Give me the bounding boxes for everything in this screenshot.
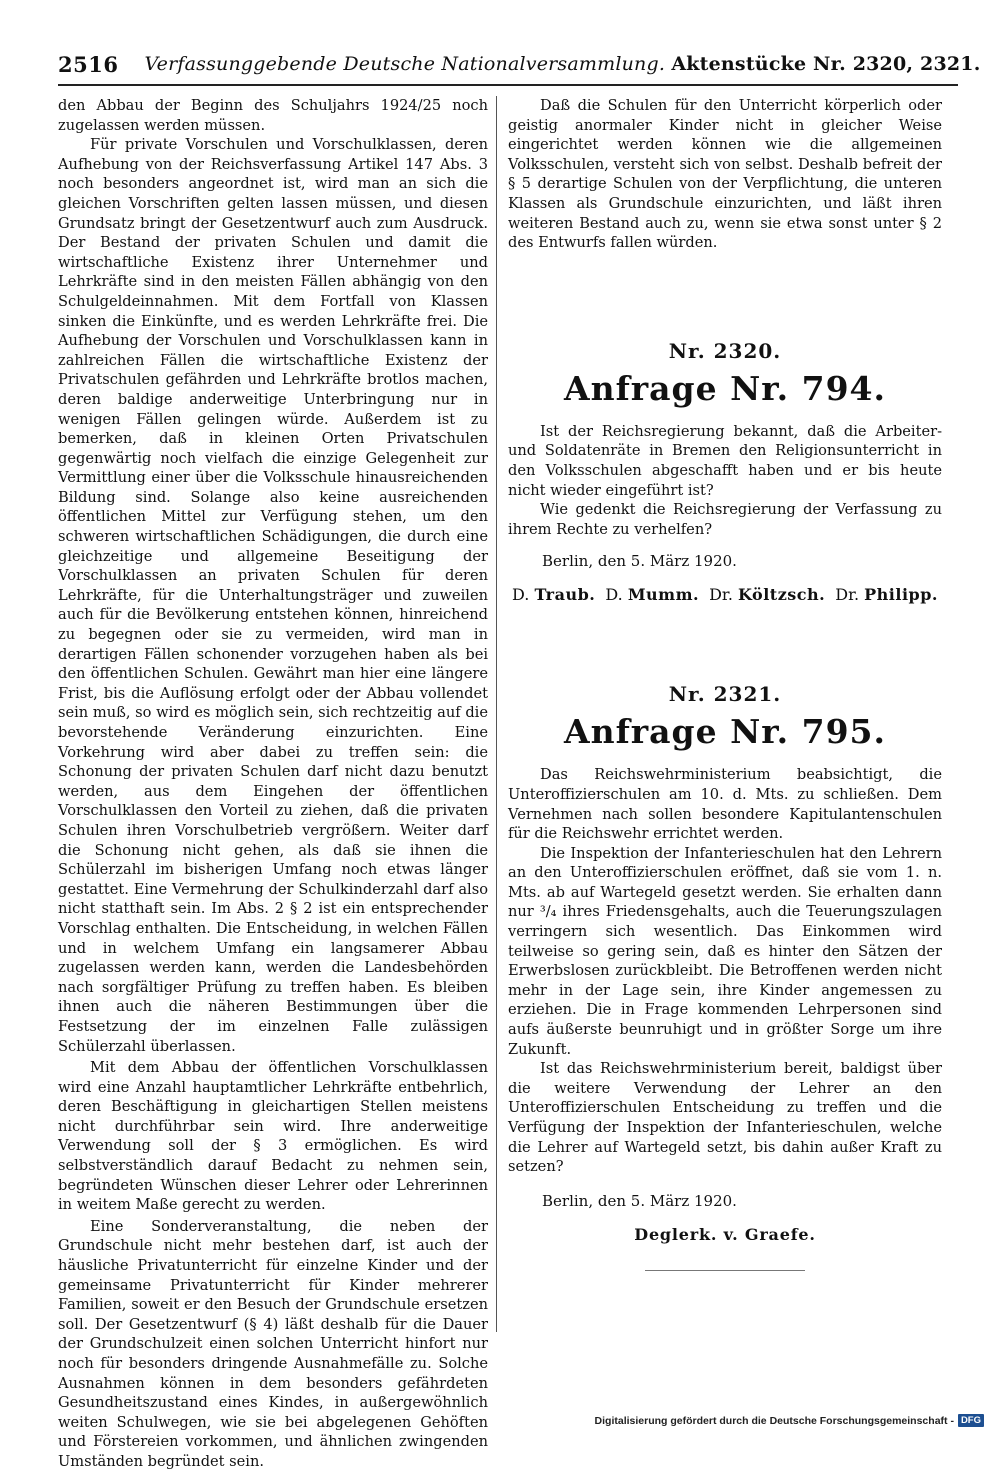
- right-intro-paragraph: Daß die Schulen für den Unterricht körperlich oder geistig anormaler Kinder nicht in gleicher Weise eingerichtet werden können wie die allgemeinen Volksschulen, versteht sich von selbst. Deshalb befreit der § 5 derartige Schulen von der Verpflichtung, die unteren Klassen als Grundschule einzurichten, und läßt ihren weiteren Bestand auch zu, wenn sie etwa sonst unter § 2 des Entwurfs fallen würden.: [508, 97, 942, 252]
- closing-rule: [645, 1270, 805, 1271]
- page-number: 2516: [58, 51, 119, 77]
- running-title-text: Verfassunggebende Deutsche Nationalversammlung.: [144, 53, 666, 75]
- document-reference: Aktenstücke Nr. 2320, 2321.: [671, 53, 981, 75]
- signature-mumm: D. Mumm.: [605, 585, 700, 605]
- doc-2321-dateline: Berlin, den 5. März 1920.: [542, 1191, 737, 1210]
- running-title: [144, 53, 980, 75]
- doc-2320-dateline: Berlin, den 5. März 1920.: [542, 552, 737, 571]
- doc-2321-paragraph-3: Ist das Reichswehrministerium bereit, baldigst über die weitere Verwendung der Lehrer an den Unteroffizierschulen Entscheidung zu treffen und die Verfügung der Inspektion der Infanterieschulen, welche die Lehrer auf Wartegeld setzt, bis dahin außer Kraft zu setzen?: [508, 1060, 942, 1176]
- left-paragraph-3: Mit dem Abbau der öffentlichen Vorschulklassen wird eine Anzahl hauptamtlicher Lehrkräfte entbehrlich, deren Beschäftigung in gleichartigen Stellen meistens nicht durchführbar sein wird. Ihre anderweitige Verwendung soll der § 3 ermöglichen. Es wird selbstverständlich darauf Bedacht zu nehmen sein, begründeten Wünschen dieser Lehrer oder Lehrerinnen in weitem Maße gerecht zu werden.: [58, 1059, 488, 1214]
- document-2320: [508, 339, 942, 605]
- signature-traub: D. Traub.: [512, 585, 596, 605]
- left-paragraph-1: den Abbau der Beginn des Schuljahrs 1924/25 noch zugelassen werden müssen.: [58, 97, 488, 134]
- page-header: [58, 44, 981, 86]
- doc-2320-paragraph-2: Wie gedenkt die Reichsregierung der Verfassung zu ihrem Rechte zu verhelfen?: [508, 501, 942, 538]
- doc-2321-signature: Deglerk. v. Graefe.: [634, 1224, 816, 1244]
- doc-2320-paragraph-1: Ist der Reichsregierung bekannt, daß die Arbeiter- und Soldatenräte in Bremen den Religionsunterricht in den Volksschulen abgeschafft haben und er bis heute nicht wieder eingeführt ist?: [508, 422, 942, 499]
- doc-2321-number: Nr. 2321.: [668, 682, 782, 707]
- signature-koeltzsch: Dr. Költzsch.: [709, 585, 826, 605]
- digitization-footer: [595, 1414, 984, 1427]
- doc-2321-paragraph-1: Das Reichswehrministerium beabsichtigt, die Unteroffizierschulen am 10. d. Mts. zu schließen. Dem Vernehmen nach sollen besondere Kapitulantenschulen für die Reichswehr errichtet werden.: [508, 766, 942, 843]
- left-column: [58, 96, 488, 1472]
- footer-text: Digitalisierung gefördert durch die Deutsche Forschungsgemeinschaft -: [594, 1414, 954, 1427]
- right-column: [508, 96, 942, 1271]
- document-2321: [508, 682, 942, 1270]
- doc-2320-title: Anfrage Nr. 794.: [564, 368, 886, 408]
- column-divider: [496, 96, 497, 1332]
- doc-2320-number: Nr. 2320.: [668, 338, 782, 363]
- left-paragraph-4: Eine Sonderveranstaltung, die neben der Grundschule nicht mehr bestehen darf, ist auch der häusliche Privatunterricht für einzelne Kinder und der gemeinsame Privatunterricht für Kinder mehrerer Familien, soweit er den Besuch der Grundschule ersetzen soll. Der Gesetzentwurf (§ 4) läßt deshalb für die Dauer der Grundschulzeit einen solchen Unterricht hinfort nur noch für besonders dringende Ausnahmefälle zu. Solche Ausnahmen können in dem besonders gefährdeten Gesundheitszustand eines Kindes, in außergewöhnlich weiten Schulwegen, wie sie bei abgelegenen Gehöften und Förstereien vorkommen, und ähnlichen zwingenden Umständen begründet sein.: [58, 1217, 488, 1470]
- doc-2321-paragraph-2: Die Inspektion der Infanterieschulen hat den Lehrern an den Unteroffizierschulen eröffnet, daß sie vom 1. n. Mts. ab auf Wartegeld gesetzt werden. Sie erhalten dann nur ³/₄ ihres Friedensgehalts, auch die Teuerungszulagen verringern sich wesentlich. Das Einkommen wird teilweise so gering sein, daß es hinter den Sätzen der Erwerbslosen zurückbleibt. Die Betroffenen werden nicht mehr in der Lage sein, ihre Kinder angemessen zu erziehen. Die in Frage kommenden Lehrpersonen sind aufs äußerste beunruhigt und in größter Sorge um ihre Zukunft.: [508, 844, 942, 1058]
- signature-philipp: Dr. Philipp.: [835, 585, 938, 605]
- left-paragraph-2: Für private Vorschulen und Vorschulklassen, deren Aufhebung von der Reichsverfassung Artikel 147 Abs. 3 noch besonders angeordnet ist, wird man an sich die gleichen Vorschriften gelten lassen müssen, und diesen Grundsatz bringt der Gesetzentwurf auch zum Ausdruck. Der Bestand der privaten Schulen und damit die wirtschaftliche Existenz ihrer Unternehmer und Lehrkräfte sind in den meisten Fällen abhängig von den Schulgeldeinnahmen. Mit dem Fortfall von Klassen sinken die Einkünfte, und es werden Lehrkräfte frei. Die Aufhebung der Vorschulen und Vorschulklassen kann in zahlreichen Fällen die wirtschaftliche Existenz der Privatschulen gefährden und Lehrkräfte brotlos machen, deren baldige anderweitige Unterbringung nur in wenigen Fällen gelingen würde. Außerdem ist zu bemerken, daß in kleinen Orten Privatschulen gegenwärtig noch vielfach die einzige Gelegenheit zur Vermittlung einer über die Volksschule hinausreichenden Bildung sind. Solange also keine ausreichenden öffentlichen Mittel zur Verfügung stehen, um den schweren wirtschaftlichen Schädigungen, die durch eine gleichzeitige und allgemeine Beseitigung der Vorschulklassen an privaten Schulen für deren Lehrkräfte, für die Unterhaltungsträger und zuweilen auch für die Bevölkerung entstehen können, hinreichend zu begegnen oder sie zu vermeiden, wird man in derartigen Fällen schonender vorzugehen haben als bei den öffentlichen Schulen. Gewährt man hier eine längere Frist, bis die Auflösung erfolgt oder der Abbau vollendet sein muß, so wird es möglich sein, sich rechtzeitig auf die bevorstehende Veränderung einzurichten. Eine Vorkehrung wird aber dabei zu treffen sein: die Schonung der privaten Schulen darf nicht dazu benutzt werden, aus dem Eingehen der öffentlichen Vorschulklassen den Vorteil zu ziehen, daß die privaten Schulen ihren Vorschulbetrieb vergrößern. Weiter darf die Schonung nicht gehen, als daß sie ihnen die Schülerzahl im bisherigen Umfang noch etwas länger gestattet. Eine Vermehrung der Schulkinderzahl darf also nicht statthaft sein. Im Abs. 2 § 2 ist ein entsprechender Vorschlag enthalten. Die Entscheidung, in welchen Fällen und in welchem Umfang ein langsamerer Abbau zugelassen werden kann, werden die Landesbehörden nach sorgfältiger Prüfung zu treffen haben. Es bleiben ihnen auch die näheren Bestimmungen über die Festsetzung der im einzelnen Falle zulässigen Schülerzahl überlassen.: [58, 136, 488, 1055]
- doc-2320-signatures: [508, 585, 942, 604]
- dfg-logo: DFG: [958, 1414, 984, 1427]
- doc-2321-title: Anfrage Nr. 795.: [564, 712, 886, 752]
